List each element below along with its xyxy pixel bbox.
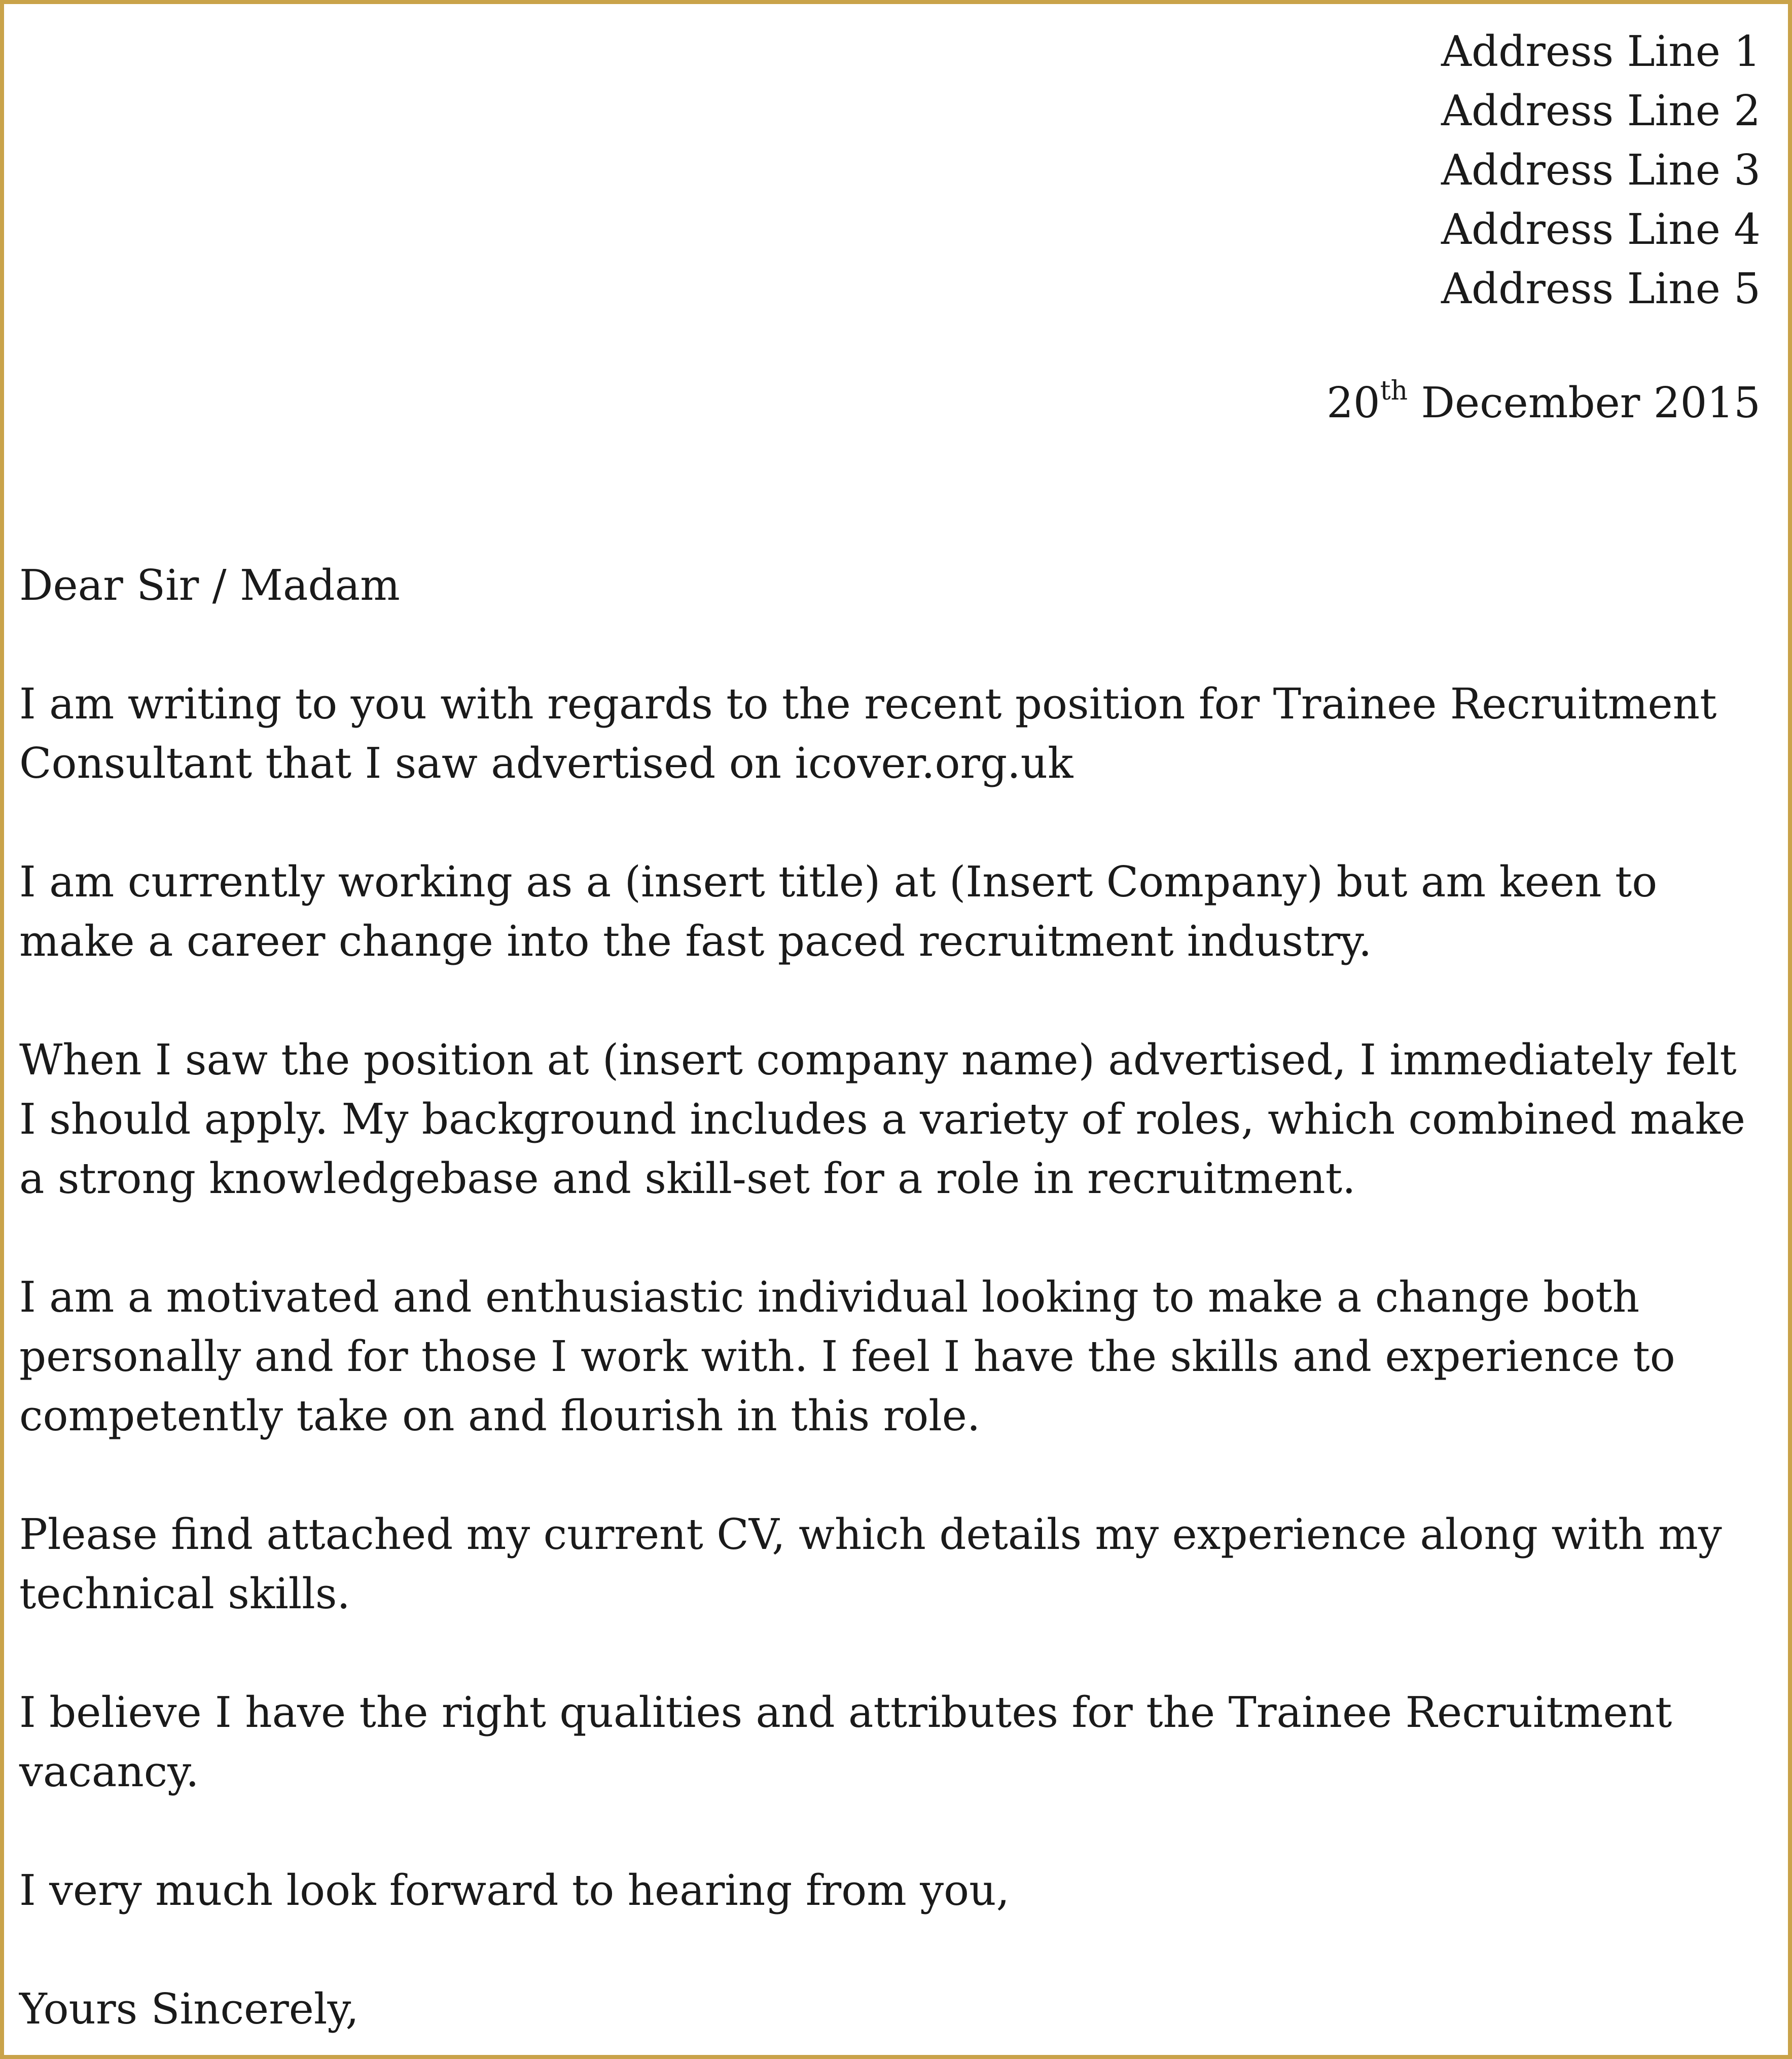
- paragraph-cv-attached: [19, 1505, 1774, 1623]
- paragraph-line: I am writing to you with regards to the recent position for Trainee Recruitment: [19, 679, 1717, 729]
- paragraph-background: [19, 1030, 1774, 1208]
- address-line-5: Address Line 5: [1441, 264, 1761, 313]
- address-line-3: Address Line 3: [1441, 146, 1761, 195]
- paragraph-line: Please find attached my current CV, which details my experience along with my: [19, 1510, 1722, 1559]
- paragraph-line: vacancy.: [19, 1747, 199, 1796]
- paragraph-line: I am a motivated and enthusiastic individual looking to make a change both: [19, 1273, 1640, 1322]
- paragraph-line: personally and for those I work with. I feel I have the skills and experience to: [19, 1332, 1675, 1381]
- address-line-4: Address Line 4: [1441, 205, 1761, 254]
- paragraph-line: technical skills.: [19, 1569, 350, 1618]
- paragraph-qualities: [19, 1683, 1774, 1801]
- paragraph-intro: [19, 674, 1774, 793]
- paragraph-current-role: [19, 852, 1774, 971]
- sender-address: [1441, 22, 1761, 318]
- date-ordinal-suffix: th: [1380, 376, 1408, 407]
- letter-body: [19, 556, 1774, 2039]
- paragraph-motivation: [19, 1268, 1774, 1446]
- paragraph-line: I am currently working as a (insert title) at (Insert Company) but am keen to: [19, 857, 1658, 907]
- date-month-year: December 2015: [1408, 378, 1761, 427]
- paragraph-look-forward: [19, 1861, 1774, 1920]
- paragraph-line: I believe I have the right qualities and attributes for the Trainee Recruitment: [19, 1688, 1672, 1737]
- letter-date: [1327, 373, 1761, 432]
- paragraph-line: When I saw the position at (insert company name) advertised, I immediately felt: [19, 1035, 1737, 1085]
- paragraph-line: make a career change into the fast paced recruitment industry.: [19, 917, 1372, 966]
- salutation: Dear Sir / Madam: [19, 561, 400, 610]
- paragraph-line: I very much look forward to hearing from you,: [19, 1866, 1010, 1915]
- address-line-2: Address Line 2: [1441, 86, 1761, 135]
- closing: Yours Sincerely,: [19, 1984, 359, 2034]
- paragraph-line: competently take on and flourish in this role.: [19, 1391, 981, 1440]
- paragraph-line: Consultant that I saw advertised on icover.org.uk: [19, 739, 1073, 788]
- address-line-1: Address Line 1: [1441, 27, 1761, 76]
- date-day: 20: [1327, 378, 1380, 427]
- paragraph-line: a strong knowledgebase and skill-set for a role in recruitment.: [19, 1154, 1356, 1203]
- paragraph-line: I should apply. My background includes a variety of roles, which combined make: [19, 1095, 1746, 1144]
